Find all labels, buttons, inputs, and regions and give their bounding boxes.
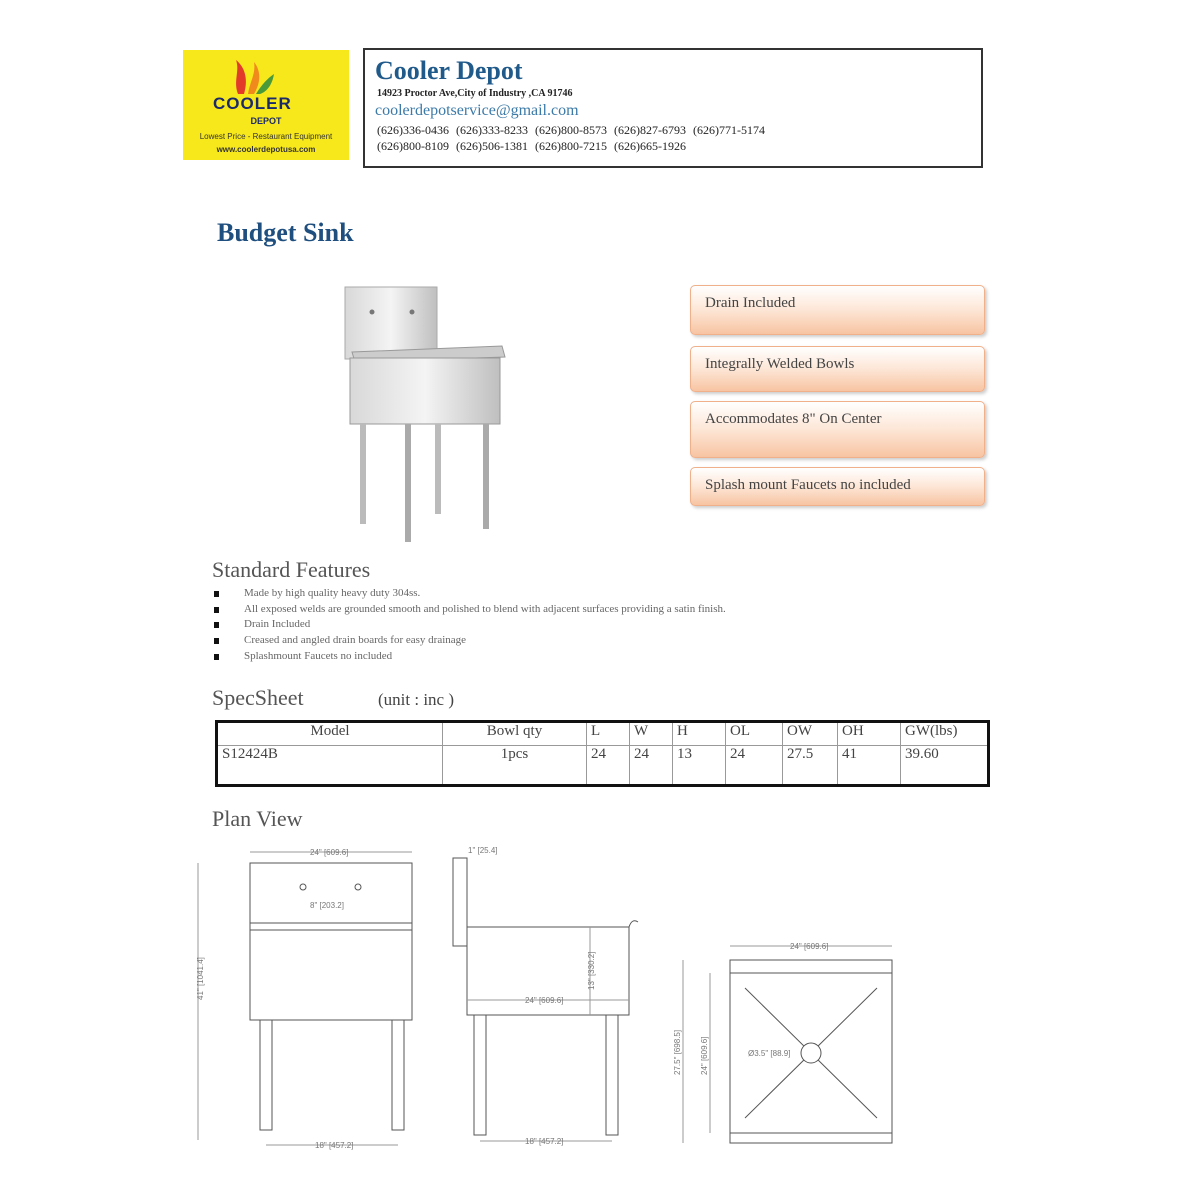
logo-depot: DEPOT <box>250 116 282 126</box>
product-title: Budget Sink <box>217 218 354 247</box>
col-oh: OH <box>838 722 901 746</box>
callout-faucets: Splash mount Faucets no included <box>690 467 985 506</box>
dim-inner-depth: 24" [609.6] <box>700 1036 709 1075</box>
feature-item: Creased and angled drain boards for easy drainage <box>212 633 726 649</box>
col-ol: OL <box>726 722 783 746</box>
cell-oh: 41 <box>838 746 901 786</box>
standard-features-heading: Standard Features <box>212 557 371 582</box>
top-view-drawing <box>673 942 892 1143</box>
cell-bowl-qty: 1pcs <box>443 746 587 786</box>
callout-8in-center: Accommodates 8" On Center <box>690 401 985 458</box>
cell-gw: 39.60 <box>901 746 989 786</box>
cell-l: 24 <box>587 746 630 786</box>
spec-unit: (unit : inc ) <box>378 690 455 709</box>
dim-top-depth: 27.5" [698.5] <box>673 1029 682 1075</box>
cell-ol: 24 <box>726 746 783 786</box>
col-ow: OW <box>783 722 838 746</box>
logo-tagline: Lowest Price - Restaurant Equipment <box>199 132 333 141</box>
phone-line-1: (626)336-0436 (626)333-8233 (626)800-8573 (626)827-6793 (626)771-5174 <box>377 123 765 137</box>
spec-sheet-heading: SpecSheet <box>212 685 304 710</box>
dim-splash: 1" [25.4] <box>468 846 498 855</box>
feature-item: Splashmount Faucets no included <box>212 649 726 665</box>
side-view-drawing <box>453 846 638 1146</box>
cell-w: 24 <box>630 746 673 786</box>
cell-h: 13 <box>673 746 726 786</box>
front-view-drawing <box>196 848 412 1150</box>
company-name: Cooler Depot <box>375 56 523 85</box>
logo-url: www.coolerdepotusa.com <box>216 145 316 154</box>
col-gw: GW(lbs) <box>901 722 989 746</box>
col-bowl-qty: Bowl qty <box>443 722 587 746</box>
company-address: 14923 Proctor Ave,City of Industry ,CA 91746 <box>377 88 573 99</box>
col-h: H <box>673 722 726 746</box>
dim-top-width: 24" [609.6] <box>790 942 829 951</box>
feature-item: Made by high quality heavy duty 304ss. <box>212 586 726 602</box>
callout-drain-included: Drain Included <box>690 285 985 335</box>
callout-welded-bowls: Integrally Welded Bowls <box>690 346 985 392</box>
col-w: W <box>630 722 673 746</box>
logo-word: COOLER <box>213 94 292 113</box>
dim-leg-front: 18" [457.2] <box>315 1141 354 1150</box>
feature-item: Drain Included <box>212 617 726 633</box>
col-model: Model <box>217 722 443 746</box>
cell-ow: 27.5 <box>783 746 838 786</box>
cell-model: S12424B <box>217 746 443 786</box>
dim-leg-side: 18" [457.2] <box>525 1137 564 1146</box>
dim-drain: Ø3.5" [88.9] <box>748 1049 791 1058</box>
phone-line-2: (626)800-8109 (626)506-1381 (626)800-7215 (626)665-1926 <box>377 139 686 153</box>
col-l: L <box>587 722 630 746</box>
dim-depth: 13" [330.2] <box>587 951 596 990</box>
dim-faucet: 8" [203.2] <box>310 901 344 910</box>
plan-view-heading: Plan View <box>212 806 303 831</box>
feature-item: All exposed welds are grounded smooth and polished to blend with adjacent surfaces providing a satin finish. <box>212 602 726 618</box>
dim-height: 41" [1041.4] <box>196 957 205 1000</box>
company-email[interactable]: coolerdepotservice@gmail.com <box>375 102 579 119</box>
dim-front-width: 24" [609.6] <box>310 848 349 857</box>
dim-bowl: 24" [609.6] <box>525 996 564 1005</box>
